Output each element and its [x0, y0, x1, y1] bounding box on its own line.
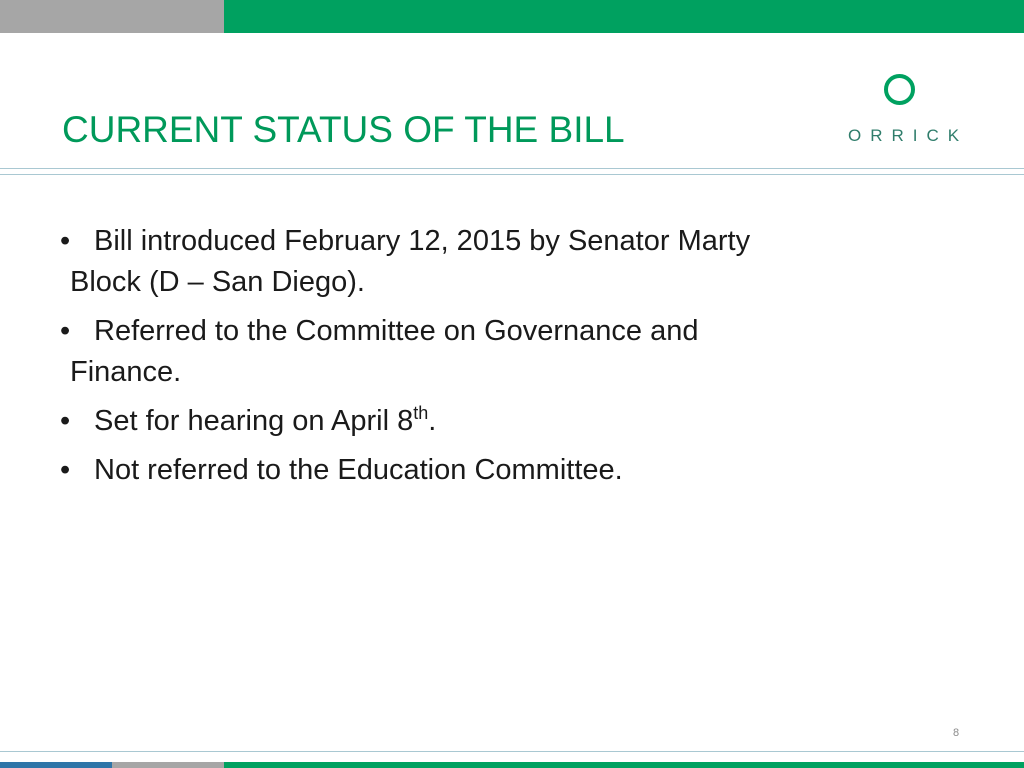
logo-wordmark: ORRICK [848, 126, 969, 145]
bullet-item-hearing [58, 401, 938, 442]
bullet-text: Set for hearing on April 8 [94, 405, 414, 437]
page-title: CURRENT STATUS OF THE BILL [62, 109, 625, 150]
bullet-suffix: . [428, 405, 437, 437]
footer-divider [0, 751, 1024, 752]
page-number: 8 [953, 727, 960, 739]
bullet-marker: • [60, 315, 71, 347]
bullet-item-education [58, 450, 938, 491]
orrick-logo [844, 70, 969, 150]
bottom-accent-bar-gray [112, 762, 224, 768]
bullet-item-referred [58, 311, 938, 393]
header-divider [0, 168, 1024, 169]
bullet-list [58, 221, 938, 499]
bullet-superscript: th [413, 403, 429, 423]
bullet-text: Not referred to the Education Committee. [94, 454, 623, 486]
bullet-marker: • [60, 454, 71, 486]
bullet-text-line2: Finance. [70, 356, 182, 388]
bottom-accent-bar-blue [0, 762, 112, 768]
bullet-marker: • [60, 405, 71, 437]
top-accent-bar-green [224, 0, 1024, 33]
logo-circle-icon [884, 74, 915, 105]
bullet-text-line1: Bill introduced February 12, 2015 by Senator Marty [94, 225, 751, 257]
bullet-item-introduced [58, 221, 938, 303]
bullet-text-line2: Block (D – San Diego). [70, 266, 365, 298]
bottom-accent-bar-green [224, 762, 1024, 768]
header-divider-secondary [0, 174, 1024, 175]
top-accent-bar-gray [0, 0, 224, 33]
bullet-marker: • [60, 225, 71, 257]
bullet-text-line1: Referred to the Committee on Governance and [94, 315, 699, 347]
